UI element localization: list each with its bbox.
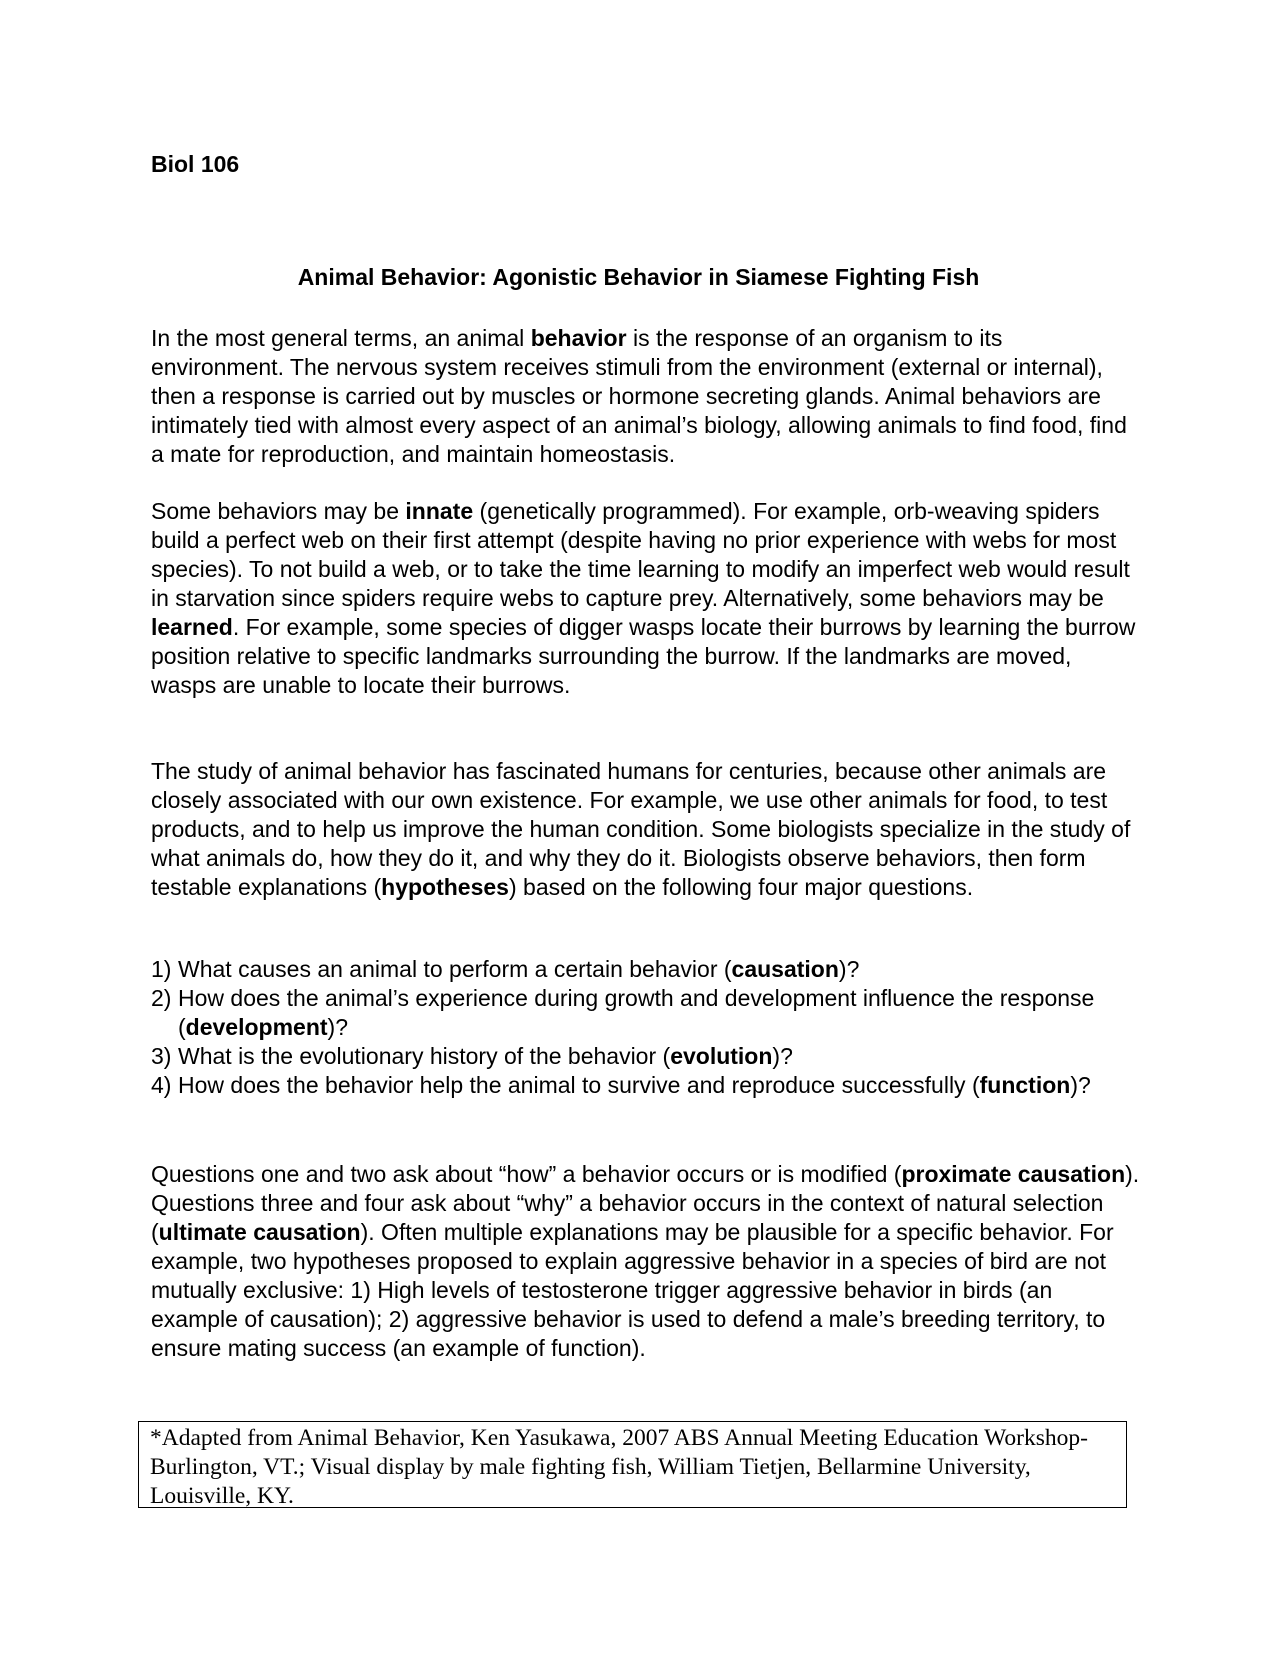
paragraph-study-of-behavior xyxy=(151,757,1141,902)
text-run: )? xyxy=(838,956,860,982)
list-item-number: 2) xyxy=(151,985,172,1011)
list-item-number: 1) xyxy=(151,956,172,982)
text-run: Some behaviors may be xyxy=(151,498,406,524)
text-run: In the most general terms, an animal xyxy=(151,325,531,351)
text-run: The study of animal behavior has fascinated humans for centuries, because other animals are closely associated with our own existence. For example, we use other animals for food, to test products, and to help us improve the human condition. Some biologists specialize in the study of what animals do, how they do it, and why they do it. Biologists observe behaviors, then form testable explanations ( xyxy=(151,758,1131,900)
paragraph-proximate-ultimate xyxy=(151,1160,1141,1363)
text-run: . For example, some species of digger wasps locate their burrows by learning the burrow position relative to specific landmarks surrounding the burrow. If the landmarks are moved, wasps are unable to locate their burrows. xyxy=(151,614,1136,698)
text-run: is the response of an organism to its environment. The nervous system receives stimuli from the environment (external or internal), then a response is carried out by muscles or hormone secreting glands. Animal behaviors are intimately tied with almost every aspect of an animal’s biology, allowing animals to find food, find a mate for reproduction, and maintain homeostasis. xyxy=(151,325,1127,467)
text-run: ). Questions three and four ask about “why” a behavior occurs in the context of natural selection ( xyxy=(151,1161,1140,1245)
paragraph-innate-learned xyxy=(151,497,1141,700)
document-title: Animal Behavior: Agonistic Behavior in Siamese Fighting Fish xyxy=(297,264,980,290)
text-run: )? xyxy=(327,1014,348,1040)
term-evolution: evolution xyxy=(670,1043,773,1069)
text-run: How does the behavior help the animal to survive and reproduce successfully ( xyxy=(178,1072,980,1098)
text-run: )? xyxy=(1070,1072,1091,1098)
term-causation: causation xyxy=(731,956,839,982)
term-innate: innate xyxy=(405,498,474,524)
text-run: How does the animal’s experience during growth and development influence the response ( xyxy=(178,985,1095,1040)
citation-text: *Adapted from Animal Behavior, Ken Yasukawa, 2007 ABS Annual Meeting Education Workshop- Burlington, VT.; Visual display by male fighting fish, William Tietjen, Bellarmine University, Louisville, KY. xyxy=(150,1425,1088,1509)
term-hypotheses: hypotheses xyxy=(381,874,509,900)
text-run: (genetically programmed). For example, orb-weaving spiders build a perfect web on their first attempt (despite having no prior experience with webs for most species). To not build a web, or to take the time learning to modify an imperfect web would result in starvation since spiders require webs to capture prey. Alternatively, some behaviors may be xyxy=(151,498,1130,611)
list-item-number: 4) xyxy=(151,1072,172,1098)
paragraph-behavior-definition xyxy=(151,324,1141,469)
list-item xyxy=(151,1042,1141,1071)
four-questions-list xyxy=(151,955,1141,1100)
course-code: Biol 106 xyxy=(151,151,240,177)
text-run: ) based on the following four major questions. xyxy=(508,874,974,900)
list-item xyxy=(151,984,1141,1042)
term-learned: learned xyxy=(151,614,233,640)
term-proximate-causation: proximate causation xyxy=(901,1161,1126,1187)
list-item xyxy=(151,955,1141,984)
citation-footnote-box xyxy=(138,1421,1127,1508)
term-function: function xyxy=(979,1072,1071,1098)
term-development: development xyxy=(185,1014,328,1040)
text-run: Questions one and two ask about “how” a behavior occurs or is modified ( xyxy=(151,1161,902,1187)
list-item-number: 3) xyxy=(151,1043,172,1069)
text-run: What causes an animal to perform a certain behavior ( xyxy=(178,956,732,982)
term-ultimate-causation: ultimate causation xyxy=(158,1219,361,1245)
text-run: ). Often multiple explanations may be plausible for a specific behavior. For example, two hypotheses proposed to explain aggressive behavior in a species of bird are not mutually exclusive: 1) High levels of testosterone trigger aggressive behavior in birds (an example of causation); 2) aggressive behavior is used to defend a male’s breeding territory, to ensure mating success (an example of function). xyxy=(151,1219,1114,1361)
text-run: What is the evolutionary history of the behavior ( xyxy=(178,1043,671,1069)
list-item xyxy=(151,1071,1141,1100)
text-run: )? xyxy=(772,1043,793,1069)
term-behavior: behavior xyxy=(530,325,627,351)
